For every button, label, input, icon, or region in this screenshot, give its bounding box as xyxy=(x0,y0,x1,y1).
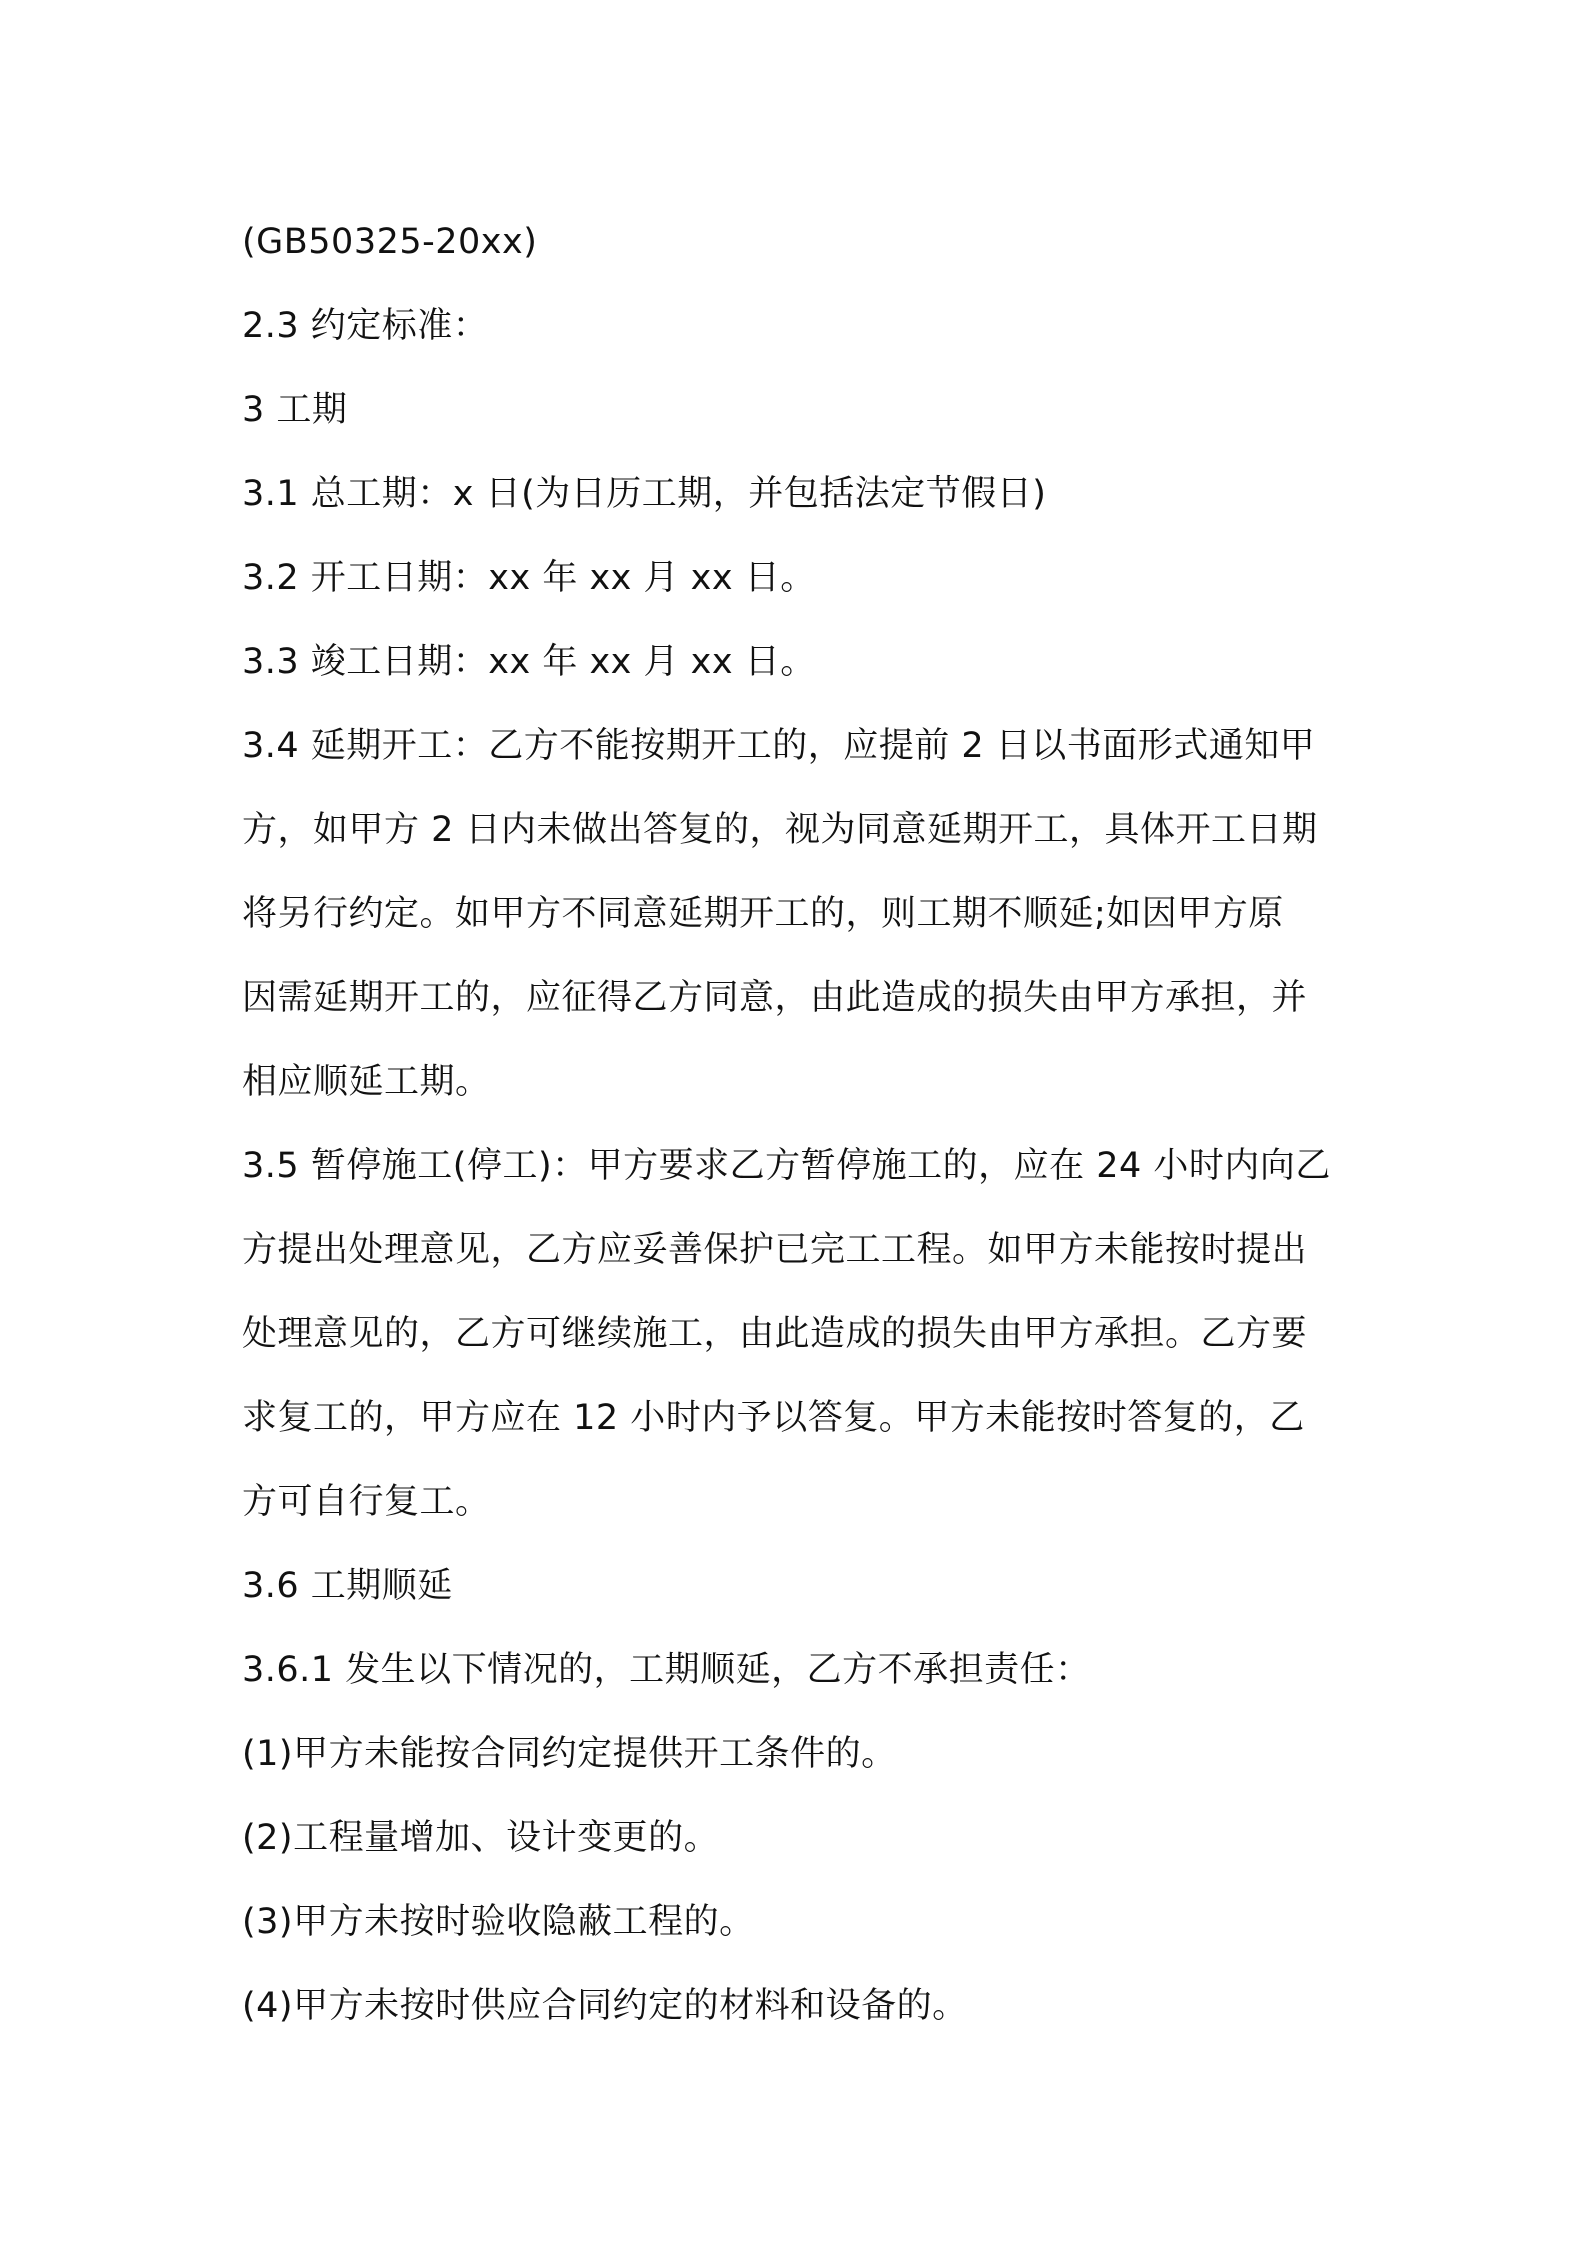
list-item-2: (2)工程量增加、设计变更的。 xyxy=(242,1818,720,1858)
clause-3-4-line-1: 3.4 延期开工：乙方不能按期开工的，应提前 2 日以书面形式通知甲 xyxy=(242,726,1316,766)
clause-3-5-line-1: 3.5 暂停施工(停工)：甲方要求乙方暂停施工的，应在 24 小时内向乙 xyxy=(242,1146,1331,1186)
clause-3-5-line-5: 方可自行复工。 xyxy=(242,1482,491,1522)
list-item-1: (1)甲方未能按合同约定提供开工条件的。 xyxy=(242,1734,897,1774)
section-3-heading: 3 工期 xyxy=(242,390,348,430)
clause-3-4-line-5: 相应顺延工期。 xyxy=(242,1062,491,1102)
clause-3-4-line-2: 方，如甲方 2 日内未做出答复的，视为同意延期开工，具体开工日期 xyxy=(242,810,1318,850)
clause-3-6-1-line: 3.6.1 发生以下情况的，工期顺延，乙方不承担责任： xyxy=(242,1650,1091,1690)
clause-3-5-line-2: 方提出处理意见，乙方应妥善保护已完工工程。如甲方未能按时提出 xyxy=(242,1230,1308,1270)
clause-3-2-line: 3.2 开工日期：xx 年 xx 月 xx 日。 xyxy=(242,558,816,598)
clause-3-4-line-4: 因需延期开工的，应征得乙方同意，由此造成的损失由甲方承担，并 xyxy=(242,978,1308,1018)
clause-3-6-heading: 3.6 工期顺延 xyxy=(242,1566,453,1606)
clause-3-5-line-4: 求复工的，甲方应在 12 小时内予以答复。甲方未能按时答复的，乙 xyxy=(242,1398,1305,1438)
clause-3-1-line: 3.1 总工期：x 日(为日历工期，并包括法定节假日) xyxy=(242,474,1047,514)
list-item-4: (4)甲方未按时供应合同约定的材料和设备的。 xyxy=(242,1986,968,2026)
clause-3-5-line-3: 处理意见的，乙方可继续施工，由此造成的损失由甲方承担。乙方要 xyxy=(242,1314,1308,1354)
list-item-3: (3)甲方未按时验收隐蔽工程的。 xyxy=(242,1902,755,1942)
document-body xyxy=(242,200,1362,2048)
clause-3-3-line: 3.3 竣工日期：xx 年 xx 月 xx 日。 xyxy=(242,642,816,682)
clause-3-4-line-3: 将另行约定。如甲方不同意延期开工的，则工期不顺延;如因甲方原 xyxy=(242,894,1284,934)
clause-2-3-heading: 2.3 约定标准： xyxy=(242,306,489,346)
standard-code-line: (GB50325-20xx) xyxy=(242,222,538,262)
